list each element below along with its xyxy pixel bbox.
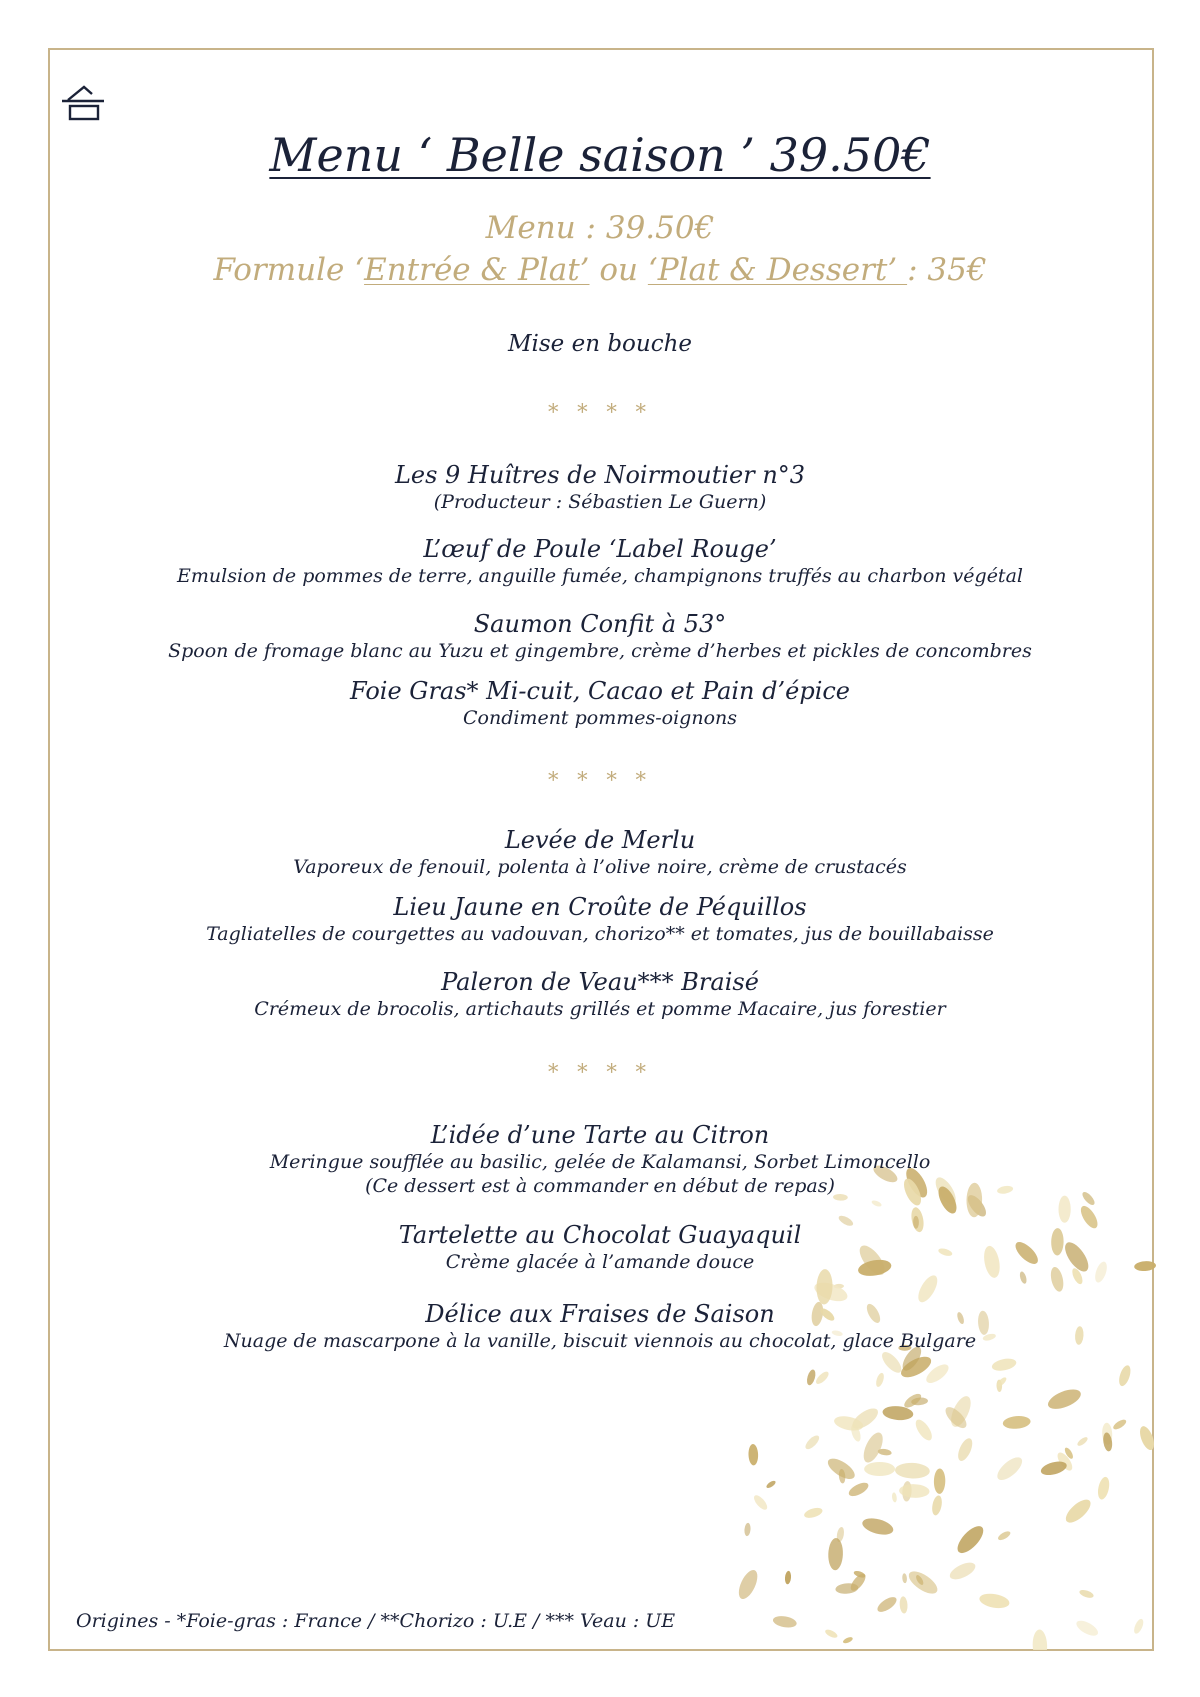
- gold-leaf: [902, 1573, 907, 1583]
- dish-description: Crémeux de brocolis, artichauts grillés et pomme Macaire, jus forestier: [254, 998, 946, 1020]
- formule-middle: ou: [589, 252, 648, 288]
- origins-footer: Origines - *Foie-gras : France / **Chorizo : U.E / *** Veau : UE: [76, 1610, 676, 1632]
- menu-title: Menu ‘ Belle saison ’ 39.50€: [269, 128, 931, 182]
- dish-name: L’œuf de Poule ‘Label Rouge’: [423, 535, 777, 563]
- dish-name: Les 9 Huîtres de Noirmoutier n°3: [394, 461, 806, 489]
- dish-description: Nuage de mascarpone à la vanille, biscuit viennois au chocolat, glace Bulgare: [223, 1330, 977, 1352]
- gold-leaf: [1002, 1415, 1031, 1430]
- formule-line: [60, 252, 1140, 288]
- gold-leaf: [955, 1436, 975, 1463]
- gold-leaf: [748, 1444, 758, 1466]
- gold-leaf: [1032, 1629, 1048, 1650]
- gold-leaf: [842, 1636, 853, 1645]
- gold-leaf: [875, 1594, 899, 1615]
- gold-leaf: [913, 1417, 935, 1443]
- gold-leaf: [1059, 1196, 1071, 1223]
- gold-leaf: [860, 1430, 887, 1466]
- formule-option-plat-dessert: ‘Plat & Dessert’: [647, 252, 908, 288]
- gold-leaf: [735, 1567, 761, 1601]
- formule-option-entree-plat: Entrée & Plat’: [364, 252, 590, 288]
- amuse-bouche: Mise en bouche: [507, 331, 693, 357]
- dish-description: Spoon de fromage blanc au Yuzu et gingembre, crème d’herbes et pickles de concombres: [168, 640, 1032, 662]
- dish-description: Meringue soufflée au basilic, gelée de Kalamansi, Sorbet Limoncello: [269, 1151, 931, 1173]
- gold-leaf: [1112, 1418, 1128, 1432]
- gold-leaf: [805, 1369, 817, 1387]
- dish-description: (Producteur : Sébastien Le Guern): [433, 491, 767, 513]
- gold-leaf: [1045, 1385, 1083, 1413]
- dish-name: Délice aux Fraises de Saison: [425, 1300, 775, 1328]
- dish-name: Levée de Merlu: [504, 826, 696, 854]
- gold-leaf: [864, 1462, 895, 1476]
- starter-item: [60, 610, 1140, 663]
- main-item: [60, 968, 1140, 1021]
- separator: * * * *: [547, 400, 653, 424]
- gold-leaf: [828, 1538, 844, 1571]
- house-logo-icon: [60, 82, 106, 122]
- menu-price-line: Menu : 39.50€: [485, 210, 715, 246]
- gold-leaf: [772, 1614, 798, 1629]
- dish-name: Paleron de Veau*** Braisé: [441, 968, 759, 996]
- dish-description: Tagliatelles de courgettes au vadouvan, chorizo** et tomates, jus de bouillabaisse: [206, 923, 994, 945]
- dessert-item: [60, 1221, 1140, 1274]
- gold-leaf: [1117, 1364, 1133, 1388]
- gold-leaf: [803, 1433, 821, 1451]
- dish-name: Tartelette au Chocolat Guayaquil: [398, 1221, 802, 1249]
- dish-note: (Ce dessert est à commander en début de repas): [365, 1175, 835, 1197]
- gold-leaf: [1132, 1618, 1145, 1635]
- dessert-item: [60, 1121, 1140, 1198]
- dish-name: Foie Gras* Mi-cuit, Cacao et Pain d’épice: [349, 677, 851, 705]
- gold-leaf: [824, 1628, 839, 1639]
- gold-leaf: [861, 1515, 895, 1537]
- gold-leaf: [895, 1462, 930, 1479]
- gold-leaf: [744, 1523, 751, 1537]
- dish-description: Condiment pommes-oignons: [462, 707, 737, 729]
- separator: * * * *: [547, 1060, 653, 1084]
- gold-leaf: [752, 1493, 770, 1512]
- dish-description: Emulsion de pommes de terre, anguille fumée, champignons truffés au charbon végétal: [177, 565, 1023, 587]
- gold-leaf: [994, 1453, 1026, 1483]
- gold-leaf: [765, 1479, 776, 1489]
- starter-item: [60, 461, 1140, 514]
- gold-leaf: [1076, 1436, 1089, 1448]
- gold-leaf: [931, 1495, 944, 1517]
- dish-name: Lieu Jaune en Croûte de Péquillos: [393, 893, 807, 921]
- gold-leaf: [991, 1357, 1018, 1373]
- gold-leaf: [814, 1370, 831, 1386]
- gold-leaf: [934, 1468, 946, 1494]
- gold-leaf: [899, 1596, 908, 1614]
- gold-leaf: [947, 1559, 978, 1583]
- gold-leaf: [847, 1480, 871, 1499]
- starter-item: [60, 535, 1140, 588]
- main-item: [60, 893, 1140, 946]
- gold-leaf: [803, 1506, 824, 1520]
- formule-suffix: : 35€: [907, 252, 987, 288]
- gold-leaf: [1062, 1496, 1094, 1527]
- dish-name: Saumon Confit à 53°: [473, 610, 727, 638]
- gold-leaf: [905, 1567, 941, 1598]
- starter-item: [60, 677, 1140, 730]
- dessert-item: [60, 1300, 1140, 1353]
- gold-leaf: [1078, 1588, 1094, 1599]
- separator: * * * *: [547, 768, 653, 792]
- gold-leaf: [978, 1592, 1010, 1611]
- dish-description: Crème glacée à l’amande douce: [445, 1251, 755, 1273]
- dish-description: Vaporeux de fenouil, polenta à l’olive noire, crème de crustacés: [293, 856, 907, 878]
- main-item: [60, 826, 1140, 879]
- gold-leaf: [871, 1199, 883, 1207]
- gold-leaf: [1137, 1424, 1157, 1452]
- gold-leaf: [997, 1530, 1012, 1542]
- gold-leaf: [784, 1571, 791, 1585]
- gold-leaf: [1074, 1618, 1100, 1639]
- dish-name: L’idée d’une Tarte au Citron: [430, 1121, 770, 1149]
- gold-leaf: [953, 1522, 987, 1557]
- gold-leaf: [1096, 1476, 1111, 1501]
- formule-prefix: Formule ‘: [213, 252, 365, 288]
- gold-leaf: [891, 1492, 897, 1503]
- gold-leaf: [875, 1372, 886, 1388]
